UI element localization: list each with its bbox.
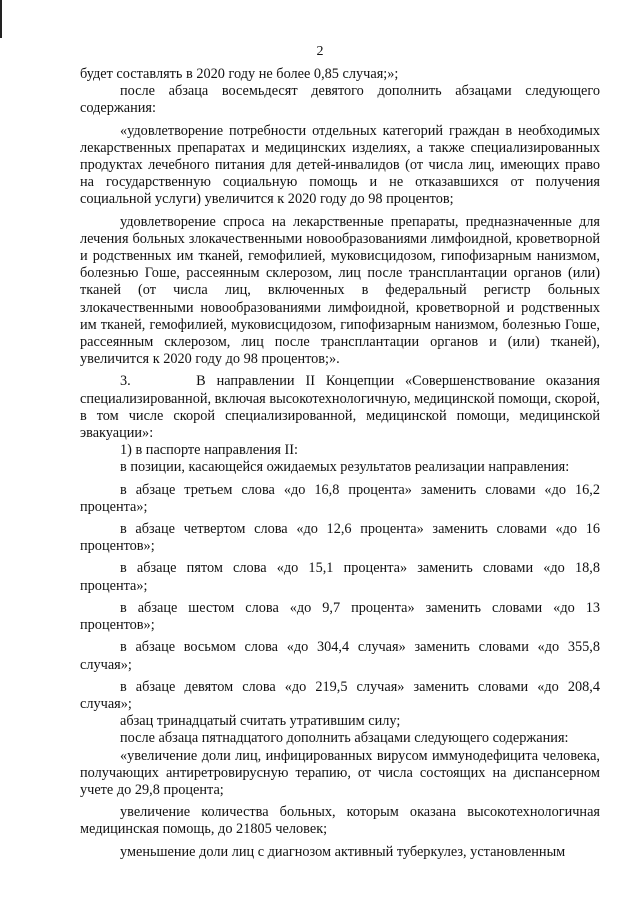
paragraph: в позиции, касающейся ожидаемых результатов реализации направления: <box>120 459 570 476</box>
paragraph: в абзаце пятом слова «до 15,1 процента» заменить словами «до 18,8 процента»; <box>80 560 600 594</box>
paragraph: «удовлетворение потребности отдельных категорий граждан в необходимых лекарственных препаратах и медицинских изделиях, а также специализированных продуктах лечебного питания для детей-инвалидов (от числа лиц, имеющих право на государственную социальную помощь и не отказавшихся от получения социальной услуги) увеличится к 2020 году до 98 процентов; <box>80 122 600 208</box>
paragraph: в абзаце третьем слова «до 16,8 процента» заменить словами «до 16,2 процента»; <box>80 481 600 515</box>
document-body <box>80 66 600 861</box>
paragraph: после абзаца восемьдесят девятого дополнить абзацами следующего содержания: <box>80 83 600 117</box>
paragraph: в абзаце восьмом слова «до 304,4 случая» заменить словами «до 355,8 случая»; <box>80 639 600 673</box>
scan-edge-mark <box>0 0 2 38</box>
page-number: 2 <box>316 44 324 59</box>
paragraph: 3. В направлении II Концепции «Совершенствование оказания специализированной, включая высокотехнологичную, медицинской помощи, скорой, в том числе скорой специализированной, медицинской помощи, медицинской эвакуации»: <box>80 373 600 442</box>
paragraph: в абзаце шестом слова «до 9,7 процента» заменить словами «до 13 процентов»; <box>80 599 600 634</box>
paragraph: в абзаце девятом слова «до 219,5 случая» заменить словами «до 208,4 случая»; <box>80 678 600 712</box>
paragraph: будет составлять в 2020 году не более 0,85 случая;»; <box>80 66 399 82</box>
paragraph: «увеличение доли лиц, инфицированных вирусом иммунодефицита человека, получающих антиретровирусную терапию, от числа состоящих на диспансерном учете до 29,8 процента; <box>80 747 600 798</box>
paragraph: увеличение количества больных, которым оказана высокотехнологичная медицинская помощь, до 21805 человек; <box>80 804 600 838</box>
paragraph: после абзаца пятнадцатого дополнить абзацами следующего содержания: <box>120 730 569 747</box>
paragraph: удовлетворение спроса на лекарственные препараты, предназначенные для лечения больных злокачественными новообразованиями лимфоидной, кроветворной и родственных им тканей, гемофилией, муковисцидозом, гипофизарным нанизмом, болезнью Гоше, рассеянным склерозом, лиц после трансплантации органов (или) тканей (от числа лиц, включенных в федеральный регистр больных злокачественными новообразованиями лимфоидной, кроветворной и родственных им тканей, гемофилией, муковисцидозом, гипофизарным нанизмом, болезнью Гоше, рассеянным склерозом, лиц после трансплантации органов и (или) тканей), увеличится к 2020 году до 98 процентов;». <box>80 213 600 368</box>
paragraph: в абзаце четвертом слова «до 12,6 процента» заменить словами «до 16 процентов»; <box>80 521 600 555</box>
paragraph: абзац тринадцатый считать утратившим силу; <box>120 713 401 730</box>
paragraph: 1) в паспорте направления II: <box>120 442 299 459</box>
paragraph: уменьшение доли лиц с диагнозом активный туберкулез, установленным <box>120 843 566 860</box>
